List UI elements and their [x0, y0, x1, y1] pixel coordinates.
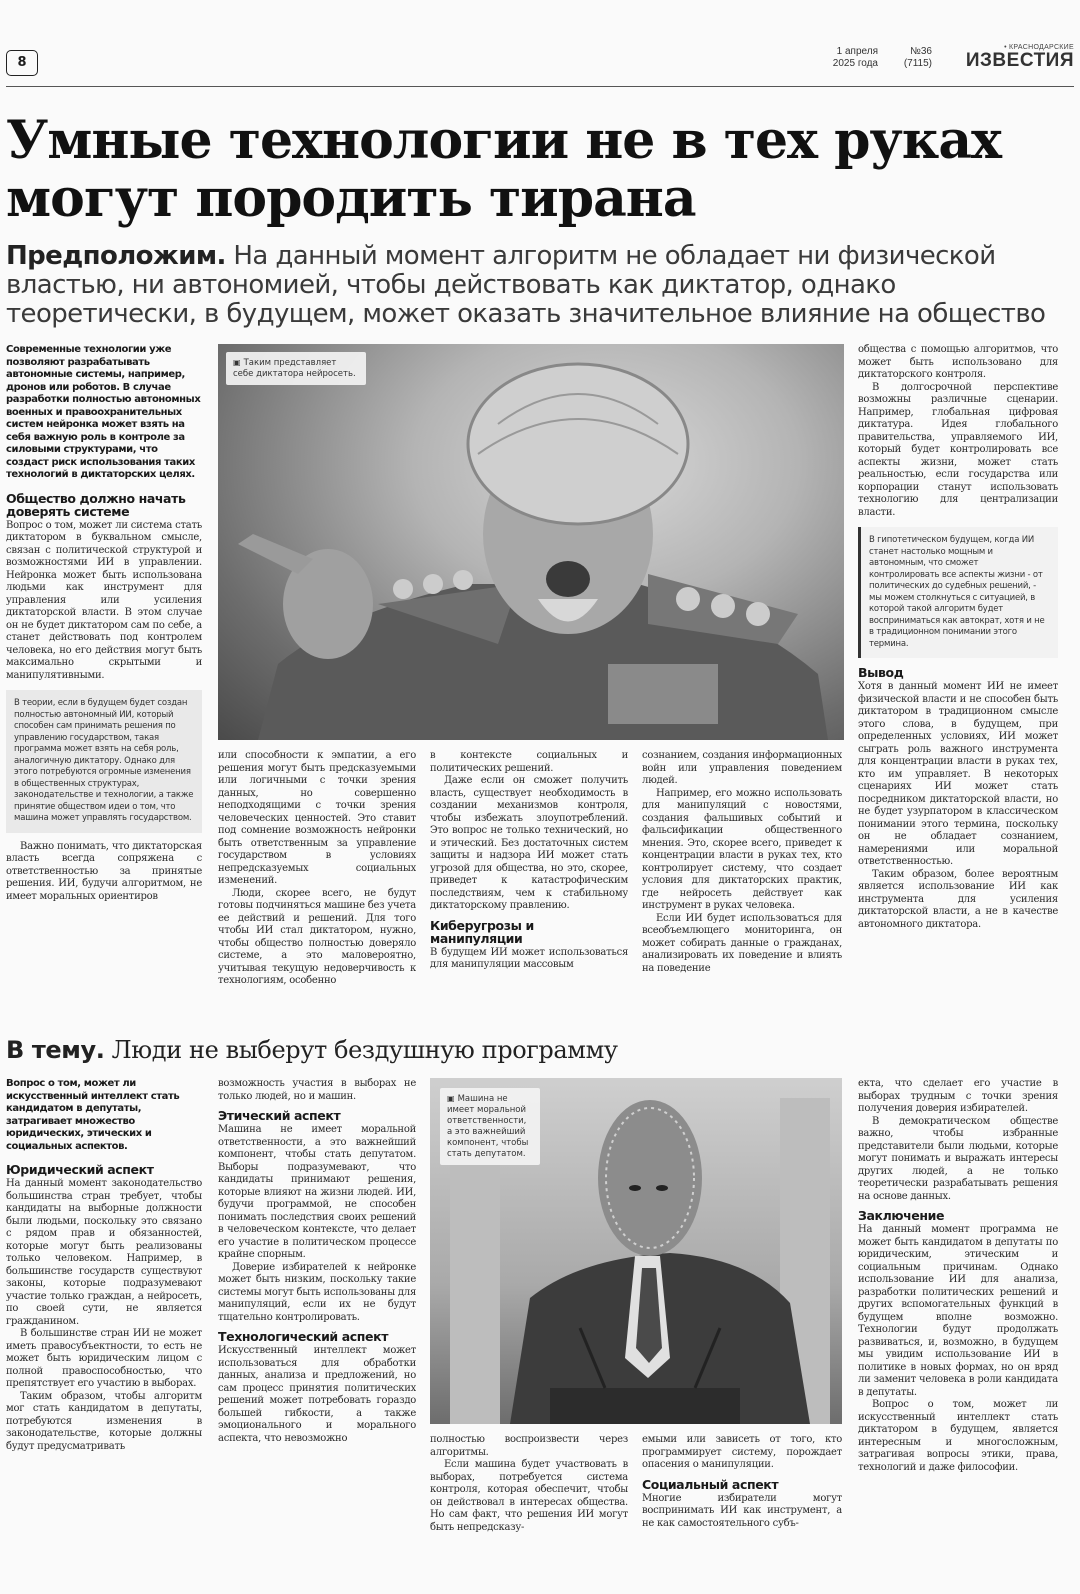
paragraph: Вопрос о том, может ли система стать диктатором в буквальном смысле, связан с политической структурой и возможностями ИИ в управлении. Нейронка может быть использована людьми как инструмент для управления или усиления диктаторской власти. В этом случае он не будет диктатором сам по себе, а станет действовать под контролем человека, но его действия могут быть максимально скрытыми и манипулятивными.: [6, 519, 202, 681]
robot-candidate-illustration: [430, 1078, 842, 1424]
article1-column-2: [218, 750, 416, 1024]
paragraph: В большинстве стран ИИ не может иметь правосубъектности, то есть не может быть юридическим лицом с полной правоспособностью, что препятствует его участию в выборах.: [6, 1328, 202, 1389]
paragraph: Например, его можно использовать для манипуляций с новостями, создания фальшивых событий и фальсификации общественного мнения. Это, скорее всего, приведет к концентрации власти в руках тех, кто контролирует систему, что создает условия для диктаторских практик, где нейросеть действует как инструмент в руках человека.: [642, 787, 842, 911]
image-caption-text: Машина не имеет моральной ответственности, а это важнейший компонент, чтобы стать депутатом.: [447, 1094, 529, 1159]
headline-line-2: могут породить тирана: [6, 168, 696, 229]
paragraph: Таким образом, чтобы алгоритм мог стать кандидатом в депутаты, потребуются изменения в законодательстве, которые должны будут предусматривать: [6, 1390, 202, 1452]
paragraph: На данный момент программа не может быть кандидатом в депутаты по юридическим, этическим и социальным причинам. Однако использование ИИ для анализа, разработки политических решений и других вспомогательных функций в будущем вполне возможно. Технологии будут продолжать развиваться, и, возможно, в будущем мы увидим использование ИИ в политике в новых формах, но он вряд ли заменит человека в роли кандидата в депутаты.: [858, 1224, 1058, 1398]
subheading: Юридический аспект: [6, 1162, 154, 1177]
lead-text: На данный момент алгоритм не обладает ни физической властью, ни автономией, чтобы действовать как диктатор, однако теоретически, в будущем, может оказать значительное влияние на общество: [6, 241, 1046, 329]
subheading: Заключение: [858, 1208, 945, 1223]
issue-number: [890, 46, 932, 70]
sidebar-title-text: Люди не выберут бездушную программу: [104, 1036, 618, 1064]
paragraph: В демократическом обществе важно, чтобы избранные представители были людьми, которые могут понимать и выражать интересы других людей, а не только теоретически разрабатывать решения на основе данных.: [858, 1115, 1058, 1202]
dictator-illustration: [218, 344, 844, 740]
paragraph: Доверие избирателей к нейронке может быть низким, поскольку такие системы могут быть использованы для манипуляций, если их не будут тщательно контролировать.: [218, 1261, 416, 1323]
paragraph: или способности к эмпатии, а его решения могут быть предсказуемыми или логичными с точки зрения данных, но совершенно неподходящими с точки зрения человеческих ценностей. Это ставит под сомнение возможность нейронки быть ответственным за управление государством в условиях непредсказуемых социальных изменений.: [218, 750, 416, 886]
paragraph: Хотя в данный момент ИИ не имеет физической власти и не способен быть диктатором в традиционном смысле этого слова, в будущем, при определенных условиях, ИИ может сыграть роль важного инструмента для концентрации власти в руках тех, кто им управляет. В некоторых сценариях ИИ может стать посредником диктаторской власти, но не будет узурпатором в классическом понимании этого термина, поскольку он не обладает сознанием, намерениями или моральной ответственностью.: [858, 681, 1058, 867]
camera-icon: ▣: [447, 1094, 455, 1103]
paragraph: сознанием, создания информационных войн или управления поведением людей.: [642, 750, 842, 786]
masthead-subtitle: • КРАСНОДАРСКИЕ: [1004, 44, 1074, 51]
article1-column-5: [858, 344, 1058, 1024]
image-caption: [226, 352, 366, 385]
paragraph: Таким образом, более вероятным является использование ИИ как инструмента для усиления диктаторской власти, а не в качестве автономного диктатора.: [858, 868, 1058, 930]
article2-column-5: [858, 1078, 1058, 1594]
article2-column-2: [218, 1078, 416, 1594]
paragraph: в контексте социальных и политических решений.: [430, 750, 628, 774]
paragraph: В будущем ИИ может использоваться для манипуляции массовым: [430, 946, 628, 970]
image-caption: [440, 1088, 540, 1165]
date-line-2: 2025 года: [832, 58, 878, 69]
subheading: Киберугрозы и манипуляции: [430, 917, 534, 946]
article-intro: Вопрос о том, может ли искусственный интеллект стать кандидатом в депутаты, затрагивает множество юридических, этических и социальных аспектов.: [6, 1078, 180, 1152]
issue-date: [808, 46, 878, 70]
paragraph: Люди, скорее всего, не будут готовы подчиняться машине без учета ее действий и решений. Для того чтобы ИИ стал диктатором, нужно, чтобы общество полностью доверяло системе, а это маловероятно, учитывая текущую недоверчивость к технологиям, особенно: [218, 887, 416, 986]
subheading: Этический аспект: [218, 1108, 341, 1123]
headline-line-1: Умные технологии не в тех руках: [6, 110, 1002, 171]
paragraph: екта, что сделает его участие в выборах трудным с точки зрения получения доверия избирателей.: [858, 1078, 1058, 1114]
article2-column-1: [6, 1078, 202, 1594]
paragraph: Если ИИ будет использоваться для всеобъемлющего мониторинга, он может собирать данные о гражданах, анализировать их поведение и влиять на поведение: [642, 912, 842, 974]
article2-column-4: [642, 1434, 842, 1594]
header-rule: [6, 86, 1074, 87]
paragraph: емыми или зависеть от того, кто программирует систему, порождает опасения о манипуляции.: [642, 1434, 842, 1470]
issue-line-1: №36: [910, 46, 932, 57]
issue-line-2: (7115): [903, 58, 932, 69]
paragraph: возможность участия в выборах не только людей, но и машин.: [218, 1078, 416, 1102]
article-intro: Современные технологии уже позволяют разрабатывать автономные системы, например, дронов или роботов. В случае разработки полностью автономных военных и правоохранительных систем нейронка может взять на себя важную роль в контроле за силовыми структурами, что создаст риск использования таких технологий в диктаторских целях.: [6, 344, 201, 480]
subheading: Технологический аспект: [218, 1329, 389, 1344]
paragraph: Многие избиратели могут воспринимать ИИ как инструмент, а не как самостоятельного субъ-: [642, 1492, 842, 1529]
camera-icon: ▣: [233, 358, 241, 367]
article1-column-3: [430, 750, 628, 1024]
rubric-label: В тему.: [6, 1036, 105, 1064]
paragraph: На данный момент законодательство большинства стран требует, чтобы кандидаты на выборные должности были людьми, поскольку это связано с рядом прав и обязанностей, которые могут быть реализованы только человеком. Например, в большинстве государств существуют законы, которые подразумевают участие только граждан, а нейросеть, по своей сути, не является гражданином.: [6, 1178, 202, 1327]
masthead-title: ИЗВЕСТИЯ: [965, 50, 1074, 71]
paragraph: Машина не имеет моральной ответственности, а это важнейший компонент, чтобы стать депутатом. Выборы подразумевают, что кандидаты принимают решения, которые влияют на жизни людей. ИИ, будучи программой, не способен понимать последствия своих решений в человеческом контексте, что делает его участие в политическом процессе крайне спорным.: [218, 1124, 416, 1260]
article1-column-1: [6, 344, 202, 1024]
paragraph: общества с помощью алгоритмов, что может быть использовано для диктаторского контроля.: [858, 344, 1058, 380]
masthead: [966, 44, 1074, 71]
article-lead: [6, 242, 1076, 329]
article-headline: [6, 112, 1076, 228]
subheading: Общество должно начать доверять системе: [6, 490, 186, 519]
callout-box: В гипотетическом будущем, когда ИИ станет настолько мощным и автономным, что сможет контролировать все аспекты жизни - от политических до судебных решений, - мы можем столкнуться с ситуацией, в которой такой алгоритм будет восприниматься как автократ, хотя и не в традиционном понимании этого термина.: [858, 527, 1058, 658]
subheading: Социальный аспект: [642, 1476, 779, 1492]
paragraph: В долгосрочной перспективе возможны различные сценарии. Например, глобальная цифровая диктатура. Идея глобального правительства, управляемого ИИ, который будет контролировать все аспекты жизни, может стать реальностью, если государства или корпорации станут использовать технологию для централизации власти.: [858, 381, 1058, 518]
callout-box: В теории, если в будущем будет создан полностью автономный ИИ, который способен сам принимать решения по управлению государством, такая программа может взять на себя роль, аналогичную диктатору. Однако для этого потребуются огромные изменения в общественных структурах, законодательстве и технологии, а также принятие обществом идеи о том, что машина может управлять государством.: [6, 690, 202, 833]
paragraph: Даже если он сможет получить власть, существует необходимость в создании механизмов контроля, чтобы избежать злоупотреблений. Это вопрос не только технический, но и этический. Без достаточных систем защиты и надзора ИИ может стать угрозой для общества, но это, скорее, приведет к катастрофическим последствиям, чем к стабильному диктаторскому правлению.: [430, 775, 628, 911]
page-number: 8: [6, 50, 38, 76]
dictator-figure-icon: [218, 344, 844, 740]
lead-kicker: Предположим.: [6, 241, 226, 271]
article2-column-3: [430, 1434, 628, 1594]
paragraph: Если машина будет участвовать в выборах, потребуется система контроля, которая обеспечит, чтобы он действовал в интересах общества. Но сам факт, что решения ИИ могут быть непредсказу-: [430, 1459, 628, 1533]
image-caption-text: Таким представляет себе диктатора нейросеть.: [233, 358, 356, 379]
paragraph: Вопрос о том, может ли искусственный интеллект стать диктатором в будущем, является интересным и многосложным, затрагивая вопросы этики, права, технологий и даже философии.: [858, 1399, 1058, 1473]
paragraph: Искусственный интеллект может использоваться для обработки данных, анализа и предложений, но сам процесс принятия политических решений может потребовать гораздо большей гибкости, а также эмоционального и морального аспекта, что невозможно: [218, 1345, 416, 1444]
subheading: Вывод: [858, 665, 904, 680]
date-line-1: 1 апреля: [836, 46, 878, 57]
paragraph: Важно понимать, что диктаторская власть всегда сопряжена с ответственностью за принятые решения. ИИ, будучи алгоритмом, не имеет моральных ориентиров: [6, 840, 202, 902]
article1-column-4: [642, 750, 842, 1024]
paragraph: полностью воспроизвести через алгоритмы.: [430, 1434, 628, 1458]
sidebar-article-title: [6, 1036, 618, 1064]
